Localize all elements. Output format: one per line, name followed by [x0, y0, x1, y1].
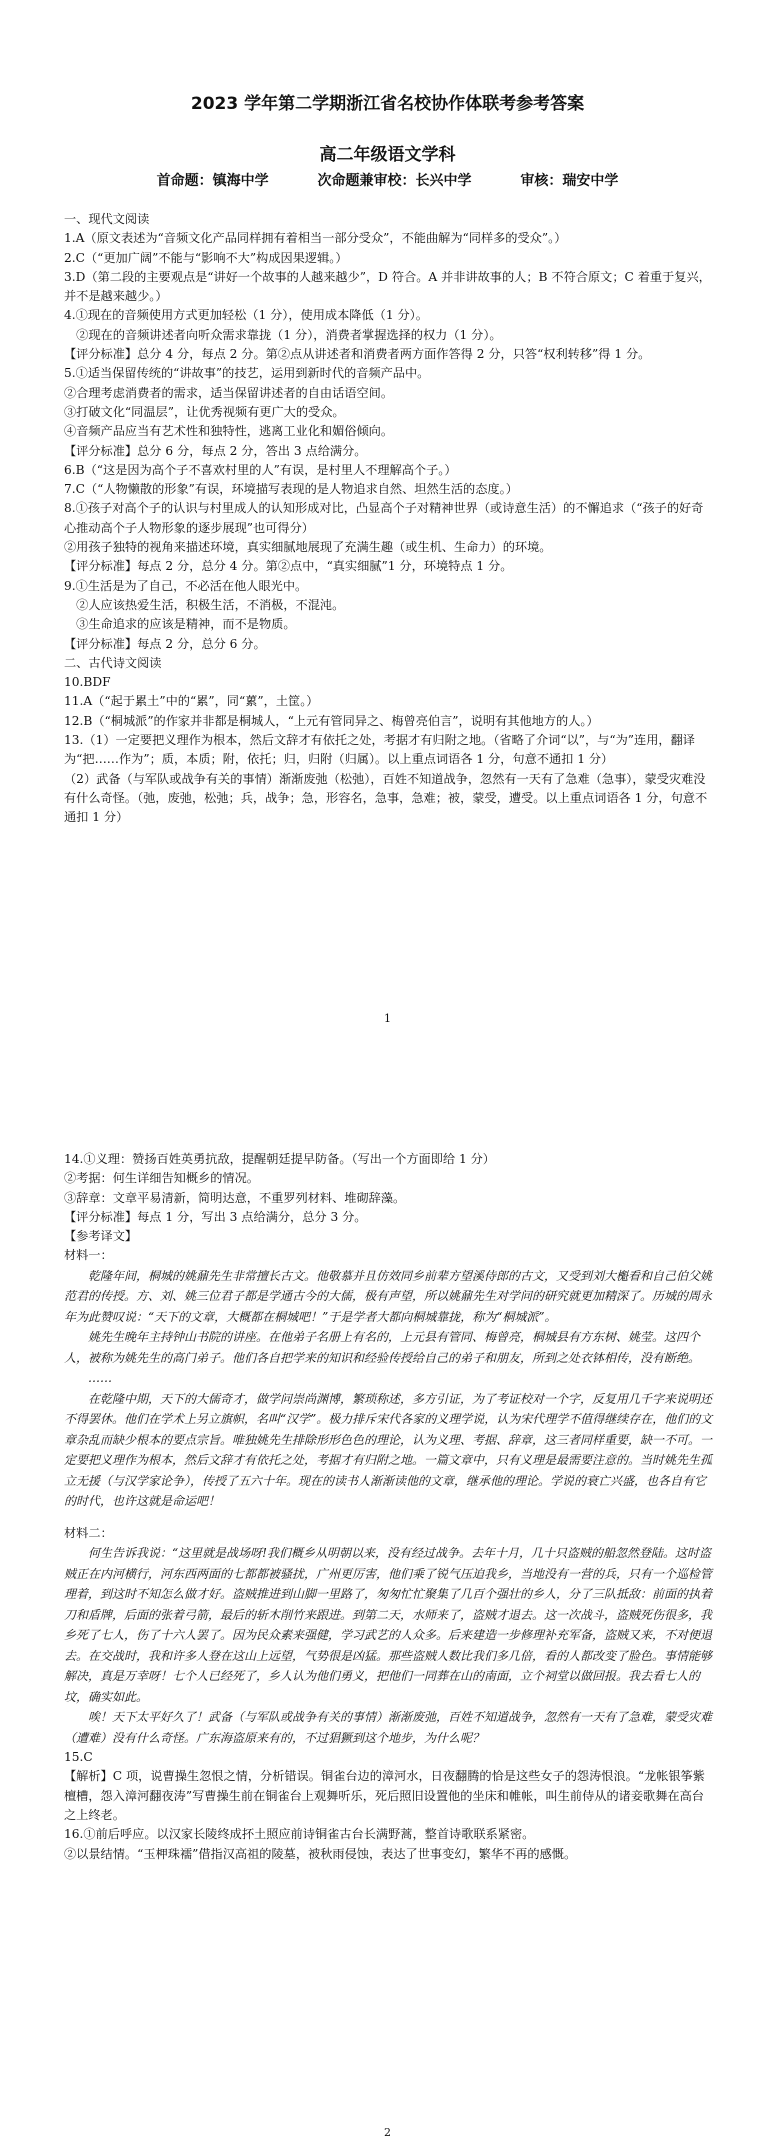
answer-block-1 — [64, 210, 714, 828]
doc-subtitle: 高二年级语文学科 — [319, 145, 456, 165]
material-label: 材料二： — [64, 1525, 113, 1540]
answer-line: ③打破文化“同温层”，让优秀视频有更广大的受众。 — [64, 404, 345, 419]
page-1 — [0, 0, 775, 1040]
scoring-line: 【评分标准】每点 1 分，写出 3 点给满分，总分 3 分。 — [64, 1209, 367, 1224]
answer-line: 16.①前后呼应。以汉家长陵终成抔土照应前诗铜雀古台长满野蒿，整首诗歌联系紧密。 — [64, 1827, 535, 1842]
scoring-line: 【评分标准】总分 6 分，每点 2 分，答出 3 点给满分。 — [64, 443, 367, 458]
answer-line: 5.①适当保留传统的“讲故事”的技艺，运用到新时代的音频产品中。 — [64, 366, 430, 381]
answer-line: 7.C（“人物懒散的形象”有误，环境描写表现的是人物追求自然、坦然生活的态度。） — [64, 482, 518, 497]
section-heading: 二、古代诗文阅读 — [64, 655, 162, 670]
answer-line: ②合理考虑消费者的需求，适当保留讲述者的自由话语空间。 — [64, 385, 394, 400]
reviewer: 审核：瑞安中学 — [520, 173, 619, 189]
translation-paragraph: 唉！天下太平好久了！武备（与军队或战争有关的事情）渐渐废弛，百姓不知道战争，忽然有一天有了急难，蒙受灾难（遭难）没有什么奇怪。广东海盗原来有的，不过猖獗到这个地步，为什么呢？ — [64, 1710, 713, 1745]
ellipsis: …… — [88, 1371, 112, 1386]
answer-line: 2.C（“更加广阔”不能与“影响不大”构成因果逻辑。） — [64, 250, 348, 265]
answer-line: 9.①生活是为了自己，不必活在他人眼光中。 — [64, 578, 308, 593]
page-number: 2 — [384, 2126, 391, 2139]
answer-line: 14.①义理：赞扬百姓英勇抗敌，提醒朝廷提早防备。（写出一个方面即给 1 分） — [64, 1152, 495, 1166]
answer-line: ③生命追求的应该是精神，而不是物质。 — [64, 617, 296, 632]
page-number: 1 — [384, 1012, 391, 1025]
answer-line: ③辞章：文章平易清新，简明达意，不重罗列材料、堆砌辞藻。 — [64, 1190, 406, 1205]
first-proposer: 首命题：镇海中学 — [156, 173, 269, 189]
answer-line: 15.C — [64, 1750, 93, 1765]
doc-title: 2023 学年第二学期浙江省名校协作体联考参考答案 — [190, 94, 585, 114]
answer-line: （2）武备（与军队或战争有关的事情）渐渐废弛（松弛），百姓不知道战争，忽然有一天有了急难（急事），蒙受灾难没有什么奇怪。（弛，废弛，松弛；兵，战争；急，形容名，急事，急难；被，蒙受，遭受。以上重点词语各 1 分，句意不通扣 1 分） — [64, 771, 708, 825]
answer-block-2 — [64, 1150, 714, 1864]
page-2 — [0, 1150, 775, 2148]
answer-line: 4.①现在的音频使用方式更加轻松（1 分），使用成本降低（1 分）。 — [64, 308, 428, 323]
answer-line: ④音频产品应当有艺术性和独特性，逃离工业化和媚俗倾向。 — [64, 424, 394, 439]
translation-paragraph: 姚先生晚年主持钟山书院的讲座。在他弟子名册上有名的，上元县有管同、梅曾亮，桐城县有方东树、姚莹。这四个人，被称为姚先生的高门弟子。他们各自把学来的知识和经验传授给自己的弟子和朋友，所到之处衣钵相传，没有断绝。 — [64, 1330, 701, 1365]
second-proposer: 次命题兼审校：长兴中学 — [317, 173, 472, 189]
school-line — [0, 170, 775, 190]
section-heading: 一、现代文阅读 — [64, 212, 150, 226]
translation-paragraph: 在乾隆中期，天下的大儒奇才，做学问崇尚渊博，繁琐称述，多方引证，为了考证校对一个字，反复用几千字来说明还不得罢休。他们在学术上另立旗帜，名叫“汉学”。极力排斥宋代各家的义理学说，认为宋代理学不值得继续存在，他们的文章杂乱而缺少根本的要点宗旨。唯独姚先生排除形形色色的理论，认为义理、考据、辞章，这三者同样重要，缺一不可。一定要把义理作为根本，然后文辞才有依托之处，考据才有归附之地。一篇文章中，只有义理是最需要注意的。当时姚先生孤立无援（与汉学家论争），传授了五六十年。现在的读书人渐渐读他的文章，继承他的理论。学说的衰亡兴盛，也各自有它的时代，也许这就是命运吧！ — [64, 1391, 713, 1509]
answer-line: ②用孩子独特的视角来描述环境，真实细腻地展现了充满生趣（或生机、生命力）的环境。 — [64, 540, 552, 555]
answer-line: ②以景结情。“玉柙珠襦”借指汉高祖的陵墓，被秋雨侵蚀，表达了世事变幻，繁华不再的感慨。 — [64, 1846, 577, 1861]
answer-line: ②考据：何生详细告知概乡的情况。 — [64, 1171, 259, 1186]
answer-line: 10.BDF — [64, 675, 111, 690]
answer-line: 3.D（第二段的主要观点是“讲好一个故事的人越来越少”，D 符合。A 并非讲故事的人；B 不符合原文；C 着重于复兴，并不是越来越少。） — [64, 269, 711, 304]
answer-line: 11.A（“起于累土”中的“累”，同“蔂”，土筐。） — [64, 694, 319, 709]
answer-line: 6.B（“这是因为高个子不喜欢村里的人”有误，是村里人不理解高个子。） — [64, 462, 457, 477]
answer-line: 12.B（“桐城派”的作家并非都是桐城人，“上元有管同异之、梅曾亮伯言”，说明有其他地方的人。） — [64, 713, 599, 728]
scoring-line: 【评分标准】总分 4 分，每点 2 分。第②点从讲述者和消费者两方面作答得 2 分，只答“权利转移”得 1 分。 — [64, 347, 651, 362]
answer-line: 13.（1）一定要把义理作为根本，然后文辞才有依托之处，考据才有归附之地。（省略了介词“以”，与“为”连用，翻译为“把……作为”；质，本质；附，依托；归，归附（归属）。以上重点词语各 1 分，句意不通扣 1 分） — [64, 733, 695, 767]
translation-paragraph: 乾隆年间，桐城的姚鼐先生非常擅长古文。他敬慕并且仿效同乡前辈方望溪侍郎的古文，又受到刘大櫆看和自己伯父姚范君的传授。方、刘、姚三位君子都是学通古今的大儒，极有声望，所以姚鼐先生对学问的研究就更加精深了。历城的周永年为此赞叹说：“天下的文章，大概都在桐城吧！”于是学者大都向桐城靠拢，称为“桐城派”。 — [64, 1268, 713, 1324]
answer-line: ②现在的音频讲述者向听众需求靠拢（1 分），消费者掌握选择的权力（1 分）。 — [64, 327, 502, 342]
analysis-line: 【解析】C 项，说曹操生忽恨之情，分析错误。铜雀台边的漳河水，日夜翻腾的恰是这些女子的怨涛恨浪。“龙帐银筝紫檀槽，怨入漳河翻夜涛”写曹操生前在铜雀台上观舞听乐，死后照旧设置他的坐床和帷帐，叫生前侍从的诸妾歌舞在高台之上终老。 — [64, 1769, 705, 1822]
answer-line: 8.①孩子对高个子的认识与村里成人的认知形成对比，凸显高个子对精神世界（或诗意生活）的不懈追求（“孩子的好奇心推动高个子人物形象的逐步展现”也可得分） — [64, 501, 704, 535]
reference-translation-heading: 【参考译文】 — [64, 1229, 138, 1244]
material-label: 材料一： — [64, 1248, 113, 1263]
answer-line: ②人应该热爱生活，积极生活，不消极，不混沌。 — [64, 597, 345, 612]
scoring-line: 【评分标准】每点 2 分，总分 4 分。第②点中，“真实细腻”1 分，环境特点 1 分。 — [64, 559, 513, 574]
scoring-line: 【评分标准】每点 2 分，总分 6 分。 — [64, 636, 266, 651]
translation-paragraph: 何生告诉我说：“这里就是战场呀!我们概乡从明朝以来，没有经过战争。去年十月，几十只盗贼的船忽然登陆。这时盗贼正在内河横行，河东西两面的七都都被骚扰，广州更厉害，他们乘了锐气压迫我乡，当地没有一营的兵，只有一个巡检管理着，到这时不知怎么做才好。盗贼推进到山脚一里路了，匆匆忙忙聚集了几百个强壮的乡人，分了三队抵敌：前面的执着刀和盾牌，后面的张着弓箭，最后的斩木削竹来跟进。到第二天，水师来了，盗贼才退去。这一次战斗，盗贼死伤很多，我乡死了七人，伤了十六人罢了。因为民众素来强健，学习武艺的人众多。后来建造一步修理补充军备，盗贼又来，不对便退去。在交战时，我和许多人登在这山上远望，气势很是凶猛。那些盗贼人数比我们多几倍，看的人都改变了脸色。事情能够解决，真是万幸呀！七个人已经死了，乡人认为他们勇义，把他们一同葬在山的南面，立个祠堂以做回报。我去看七人的坟，确实如此。 — [64, 1546, 713, 1704]
answer-line: 1.A（原文表述为“音频文化产品同样拥有着相当一部分受众”，不能曲解为“同样多的受众”。） — [64, 231, 567, 246]
